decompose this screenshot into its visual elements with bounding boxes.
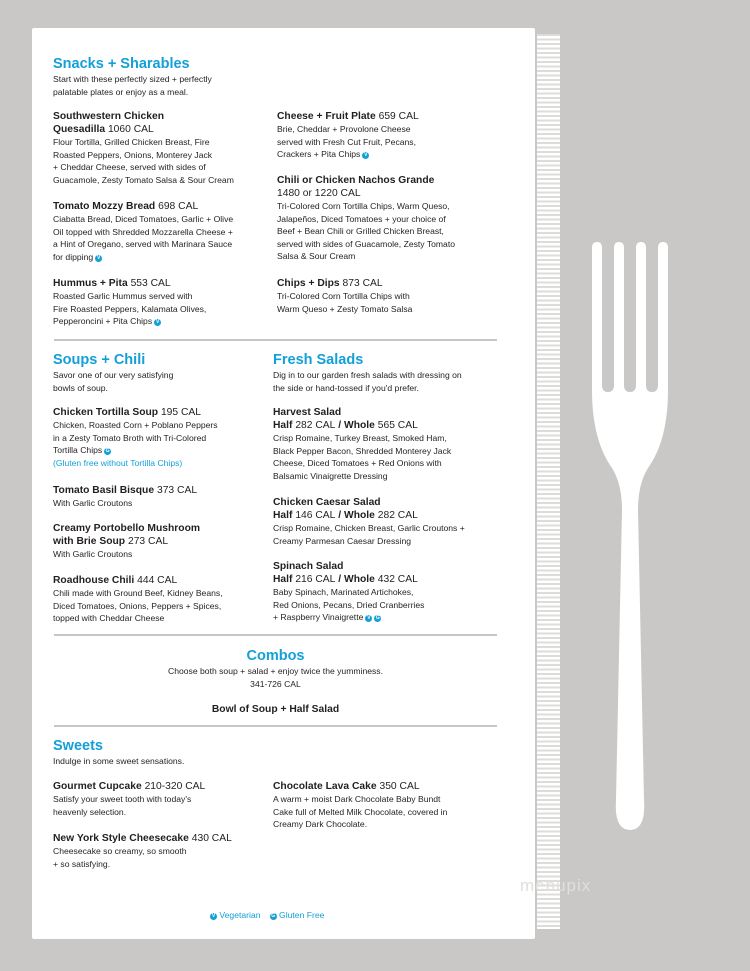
section-divider: [54, 339, 497, 341]
fork-icon: [588, 240, 712, 900]
gluten-free-icon: G: [105, 448, 110, 454]
salads-intro: Dig in to our garden fresh salads with dressing on the side or hand-tossed if you'd prefer.: [273, 370, 462, 393]
vegetarian-icon: V: [367, 615, 371, 621]
menu-item-caesar-salad: Chicken Caesar Salad Half 146 CAL / Whole 282 CAL Crisp Romaine, Chicken Breast, Garlic Croutons + Creamy Parmesan Caesar Dressing: [273, 497, 465, 546]
menu-item-cheesecake: New York Style Cheesecake 430 CAL Cheesecake so creamy, so smooth + so satisfying.: [53, 833, 232, 869]
section-divider: [54, 725, 497, 727]
striped-border: [537, 34, 560, 929]
vegetarian-icon: V: [364, 152, 368, 158]
snacks-intro: Start with these perfectly sized + perfectly palatable plates or enjoy as a meal.: [53, 74, 212, 97]
salads-heading: Fresh Salads: [273, 352, 364, 368]
snacks-heading: Snacks + Sharables: [53, 56, 190, 72]
watermark: menupix: [520, 876, 592, 895]
gluten-free-icon: G: [271, 913, 276, 919]
vegetarian-icon: V: [96, 254, 101, 261]
menu-item-chips-dips: Chips + Dips 873 CAL Tri-Colored Corn Tortilla Chips with Warm Queso + Zesty Tomato Salsa: [277, 278, 413, 314]
menu-item-spinach-salad: Spinach Salad Half 216 CAL / Whole 432 CAL Baby Spinach, Marinated Artichokes, Red Onions, Pecans, Dried Cranberries + Raspberry Vinaigrette V G: [273, 561, 425, 622]
menu-item-tomato-bisque: Tomato Basil Bisque 373 CAL With Garlic Croutons: [53, 485, 198, 508]
dietary-legend: V Vegetarian G Gluten Free: [211, 910, 325, 920]
menu-item-roadhouse-chili: Roadhouse Chili 444 CAL Chili made with Ground Beef, Kidney Beans, Diced Tomatoes, Onions, Peppers + Spices, topped with Cheddar Cheese: [53, 575, 223, 623]
menu-item-nachos: Chili or Chicken Nachos Grande 1480 or 1220 CAL Tri-Colored Corn Tortilla Chips, Warm Queso, Jalapeños, Diced Tomatoes + your choice of Beef + Bean Chili or Grilled Chicken Breast, served with sides of Guacamole, Zesty Tomato Salsa & Sour Cream: [277, 175, 456, 261]
menu-item-portobello-soup: Creamy Portobello Mushroom with Brie Soup 273 CAL With Garlic Croutons: [53, 523, 201, 559]
menu-item-cupcake: Gourmet Cupcake 210-320 CAL Satisfy your sweet tooth with today's heavenly selection.: [53, 781, 206, 817]
menu-item-quesadilla: Southwestern Chicken Quesadilla 1060 CAL Flour Tortilla, Grilled Chicken Breast, Fire Roasted Peppers, Onions, Monterey Jack + Cheddar Cheese, served with sides of Guacamole, Zesty Tomato Salsa & Sour Cream: [53, 111, 234, 185]
sweets-intro: Indulge in some sweet sensations.: [53, 756, 185, 766]
menu-card: [32, 28, 535, 939]
combo-item: Bowl of Soup + Half Salad: [211, 704, 340, 715]
vegetarian-icon: V: [211, 913, 216, 919]
menu-item-harvest-salad: Harvest Salad Half 282 CAL / Whole 565 CAL Crisp Romaine, Turkey Breast, Smoked Ham, Black Pepper Bacon, Shredded Monterey Jack Cheese, Diced Tomatoes + Red Onions with Balsamic Vinaigrette Dressing: [273, 407, 452, 481]
sweets-heading: Sweets: [53, 738, 103, 754]
menu-item-cheese-fruit: Cheese + Fruit Plate 659 CAL Brie, Cheddar + Provolone Cheese served with Fresh Cut Fruit, Pecans, Crackers + Pita Chips V: [277, 111, 419, 159]
combos-intro: Choose both soup + salad + enjoy twice the yumminess. 341-726 CAL: [168, 666, 383, 689]
combos-heading: Combos: [246, 648, 305, 664]
menu-item-lava-cake: Chocolate Lava Cake 350 CAL A warm + moist Dark Chocolate Baby Bundt Cake full of Melted Milk Chocolate, covered in Creamy Dark Chocolate.: [273, 781, 448, 829]
menu-item-mozzy-bread: Tomato Mozzy Bread 698 CAL Ciabatta Bread, Diced Tomatoes, Garlic + Olive Oil topped with Shredded Mozzarella Cheese + a Hint of Oregano, served with Marinara Sauce for dipping V: [53, 201, 234, 262]
section-divider: [54, 634, 497, 636]
soups-intro: Savor one of our very satisfying bowls of soup.: [53, 370, 174, 393]
menu-item-tortilla-soup: Chicken Tortilla Soup 195 CAL Chicken, Roasted Corn + Poblano Peppers in a Zesty Tomato Broth with Tri-Colored Tortilla Chips G (Gluten free without Tortilla Chips): [53, 407, 218, 468]
gluten-free-icon: G: [375, 615, 380, 621]
soups-heading: Soups + Chili: [53, 352, 146, 368]
vegetarian-icon: V: [155, 319, 160, 325]
menu-item-hummus: Hummus + Pita 553 CAL Roasted Garlic Hummus served with Fire Roasted Peppers, Kalamata Olives, Pepperoncini + Pita Chips V: [53, 278, 207, 326]
